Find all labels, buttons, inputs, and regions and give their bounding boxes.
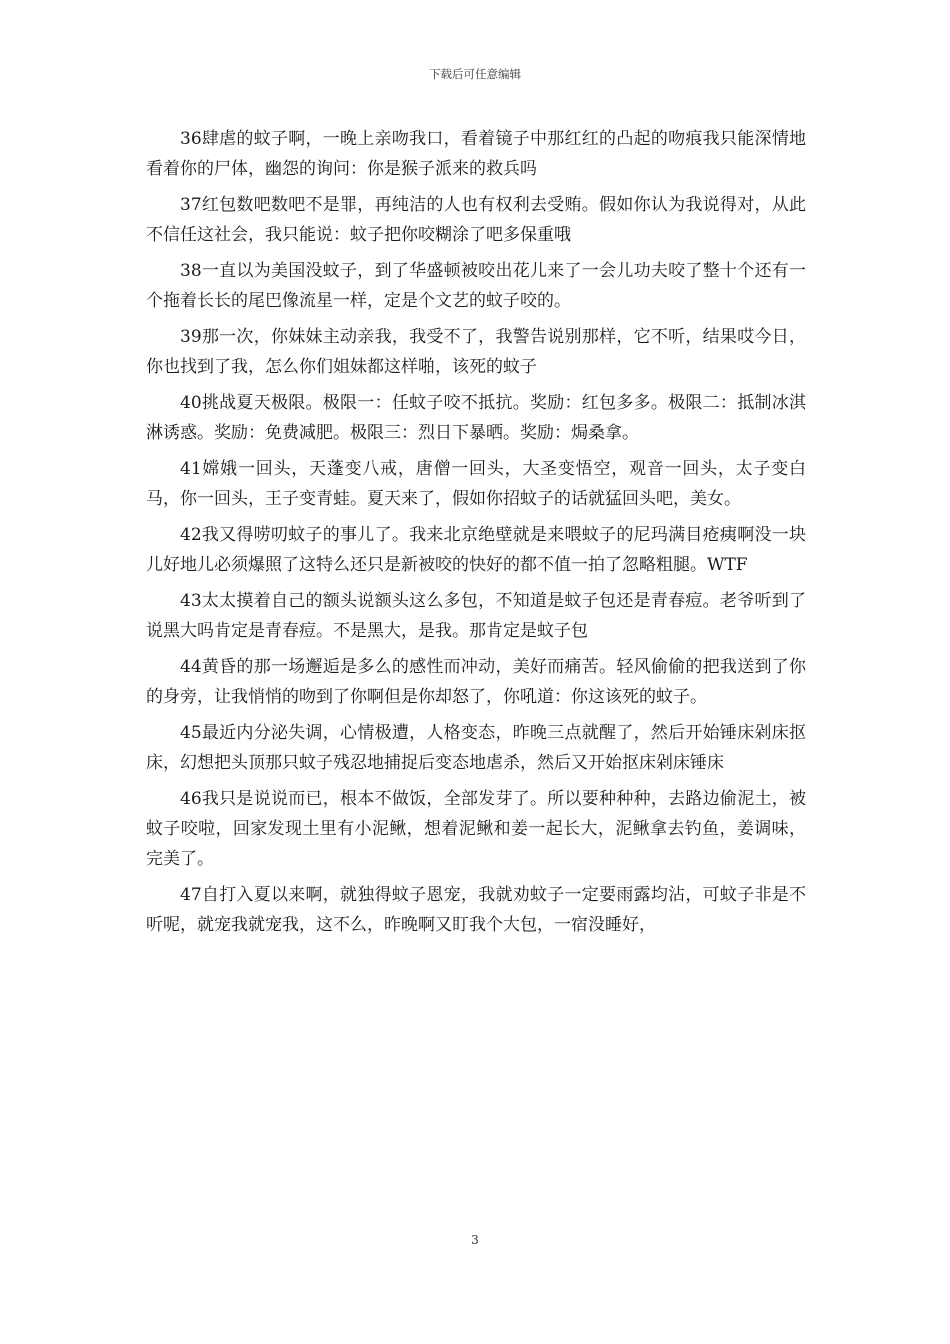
- paragraph-41: 41嫦娥一回头，天蓬变八戒，唐僧一回头，大圣变悟空，观音一回头，太子变白马，你一回头，王子变青蛙。夏天来了，假如你招蚊子的话就猛回头吧，美女。: [146, 459, 806, 509]
- page-header: 下载后可任意编辑: [429, 67, 521, 81]
- paragraph-47: 47自打入夏以来啊，就独得蚊子恩宠，我就劝蚊子一定要雨露均沾，可蚊子非是不听呢，就宠我就宠我，这不么，昨晚啊又盯我个大包，一宿没睡好，: [146, 885, 806, 935]
- paragraph-40: 40挑战夏天极限。极限一：任蚊子咬不抵抗。奖励：红包多多。极限二：抵制冰淇淋诱惑。奖励：免费减肥。极限三：烈日下暴晒。奖励：焗桑拿。: [146, 393, 806, 443]
- paragraph-42: 42我又得唠叨蚊子的事儿了。我来北京绝壁就是来喂蚊子的尼玛满目疮痍啊没一块儿好地儿必须爆照了这特么还只是新被咬的快好的都不值一拍了忽略粗腿。WTF: [146, 525, 806, 575]
- paragraph-37: 37红包数吧数吧不是罪，再纯洁的人也有权利去受贿。假如你认为我说得对，从此不信任这社会，我只能说：蚊子把你咬糊涂了吧多保重哦: [146, 195, 806, 245]
- paragraph-46: 46我只是说说而已，根本不做饭，全部发芽了。所以要种种种，去路边偷泥土，被蚊子咬啦，回家发现土里有小泥鳅，想着泥鳅和姜一起长大，泥鳅拿去钓鱼，姜调味，完美了。: [146, 789, 806, 869]
- document-body: [146, 124, 806, 940]
- paragraph-44: 44黄昏的那一场邂逅是多么的感性而冲动，美好而痛苦。轻风偷偷的把我送到了你的身旁，让我悄悄的吻到了你啊但是你却怒了，你吼道：你这该死的蚊子。: [146, 657, 806, 707]
- paragraph-36: 36肆虐的蚊子啊，一晚上亲吻我口，看着镜子中那红红的凸起的吻痕我只能深情地看着你的尸体，幽怨的询问：你是猴子派来的救兵吗: [146, 129, 806, 179]
- paragraph-43: 43太太摸着自己的额头说额头这么多包，不知道是蚊子包还是青春痘。老爷听到了说黑大吗肯定是青春痘。不是黑大，是我。那肯定是蚊子包: [146, 591, 806, 641]
- paragraph-45: 45最近内分泌失调，心情极遭，人格变态，昨晚三点就醒了，然后开始锤床剁床抠床，幻想把头顶那只蚊子残忍地捕捉后变态地虐杀，然后又开始抠床剁床锤床: [146, 723, 806, 773]
- page-number: 3: [471, 1233, 479, 1247]
- paragraph-39: 39那一次，你妹妹主动亲我，我受不了，我警告说别那样，它不听，结果哎今日，你也找到了我，怎么你们姐妹都这样啪，该死的蚊子: [146, 327, 806, 377]
- paragraph-38: 38一直以为美国没蚊子，到了华盛顿被咬出花儿来了一会儿功夫咬了整十个还有一个拖着长长的尾巴像流星一样，定是个文艺的蚊子咬的。: [146, 261, 806, 311]
